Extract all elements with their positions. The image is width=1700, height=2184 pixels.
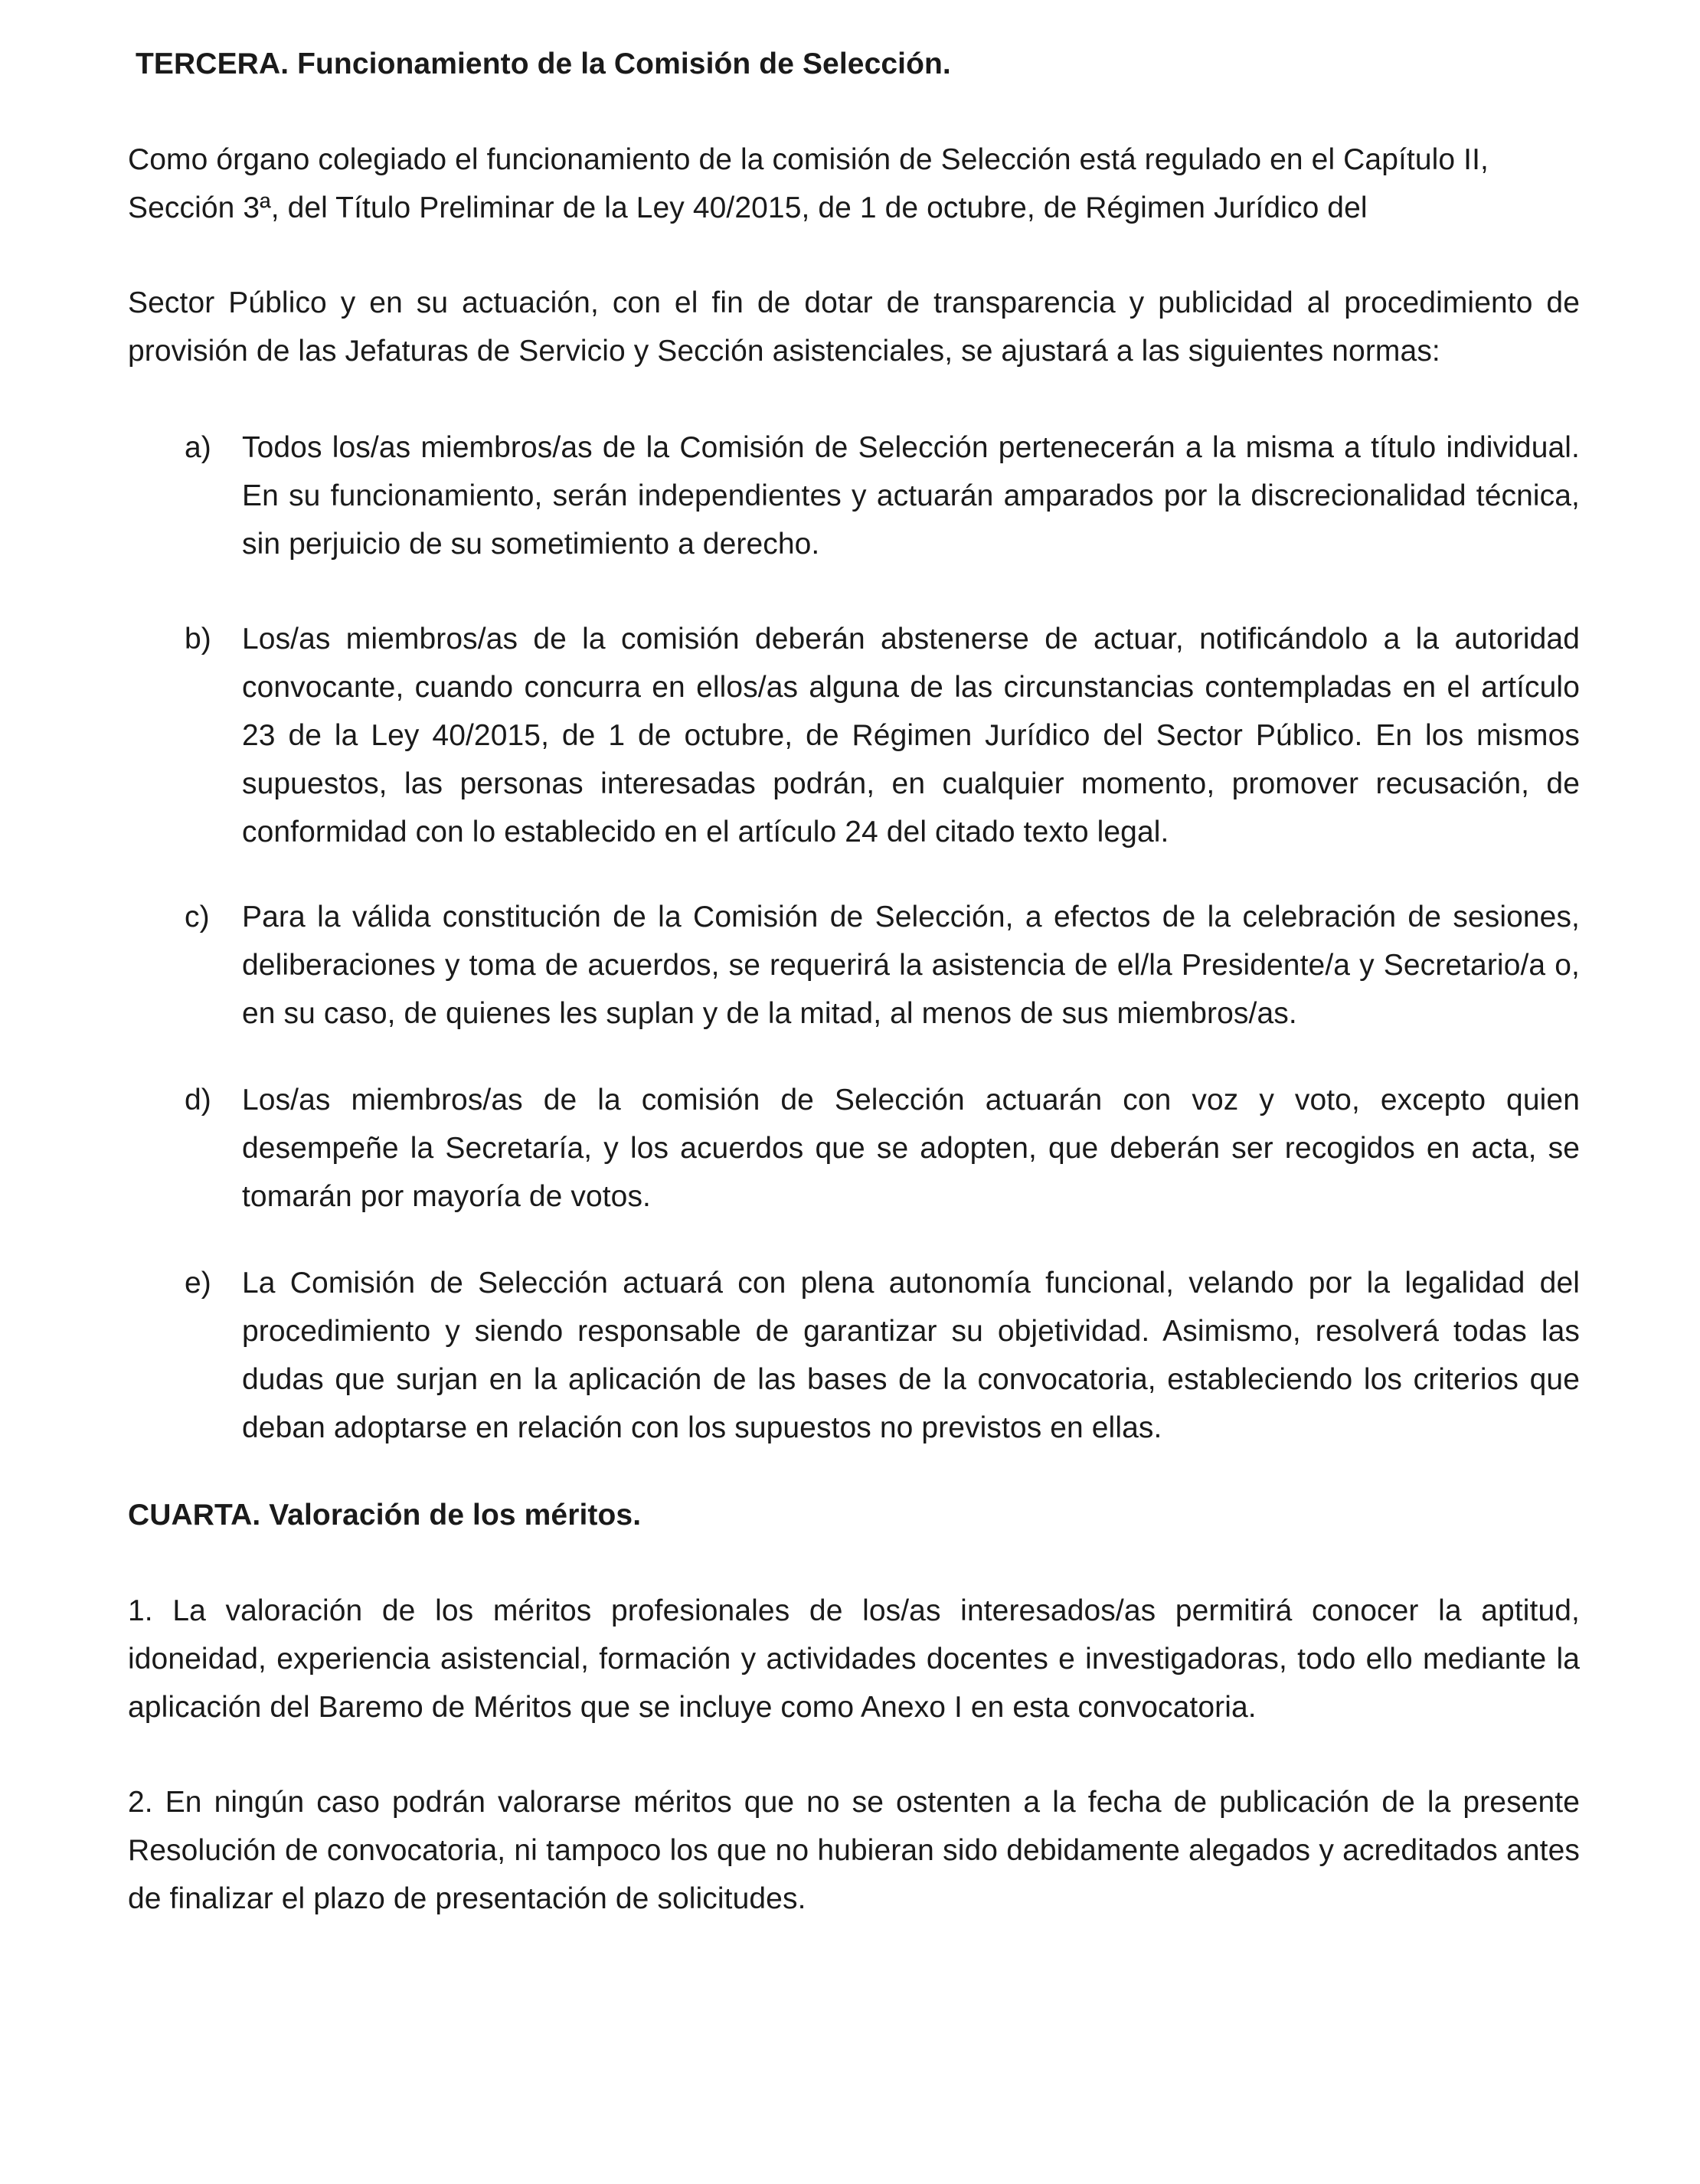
list-marker: a) bbox=[185, 431, 211, 464]
list-marker: c) bbox=[185, 901, 210, 933]
list-item-text: Los/as miembros/as de la comisión deberán abstenerse de actuar, notificándolo a la autoridad convocante, cuando concurra en ellos/as alguna de las circunstancias contempladas en el artículo 23 de la Ley 40/2015, de 1 de octubre, de Régimen Jurídico del Sector Público. En los mismos supuestos, las personas interesadas podrán, en cualquier momento, promover recusación, de conformidad con lo establecido en el artículo 24 del citado texto legal. bbox=[242, 623, 1580, 848]
tercera-intro-line-1: Como órgano colegiado el funcionamiento de la comisión de Selección está regulado en el Capítulo II, bbox=[128, 143, 1489, 176]
cuarta-paragraph-2: 2. En ningún caso podrán valorarse méritos que no se ostenten a la fecha de publicación de la presente Resolución de convocatoria, ni tampoco los que no hubieran sido debidamente alegados y acreditados antes de finalizar el plazo de presentación de solicitudes. bbox=[128, 1786, 1580, 1915]
list-marker: d) bbox=[185, 1084, 211, 1117]
tercera-intro-line-2: Sección 3ª, del Título Preliminar de la Ley 40/2015, de 1 de octubre, de Régimen Jurídico del bbox=[128, 191, 1368, 224]
list-marker: b) bbox=[185, 623, 211, 656]
cuarta-paragraph-1: 1. La valoración de los méritos profesionales de los/as interesados/as permitirá conocer la aptitud, idoneidad, experiencia asistencial, formación y actividades docentes e investigadoras, todo ello mediante la aplicación del Baremo de Méritos que se incluye como Anexo I en esta convocatoria. bbox=[128, 1594, 1580, 1724]
list-item-text: Los/as miembros/as de la comisión de Selección actuarán con voz y voto, excepto quien desempeñe la Secretaría, y los acuerdos que se adopten, que deberán ser recogidos en acta, se tomarán por mayoría de votos. bbox=[242, 1084, 1580, 1213]
section-heading-cuarta: CUARTA. Valoración de los méritos. bbox=[128, 1499, 642, 1532]
section-heading-tercera: TERCERA. Funcionamiento de la Comisión de Selección. bbox=[136, 47, 951, 80]
list-marker: e) bbox=[185, 1267, 211, 1300]
list-item-text: Todos los/as miembros/as de la Comisión de Selección pertenecerán a la misma a título individual. En su funcionamiento, serán independientes y actuarán amparados por la discrecionalidad técnica, sin perjuicio de su sometimiento a derecho. bbox=[242, 431, 1580, 561]
list-item-text: Para la válida constitución de la Comisión de Selección, a efectos de la celebración de sesiones, deliberaciones y toma de acuerdos, se requerirá la asistencia de el/la Presidente/a y Secretario/a o, en su caso, de quienes les suplan y de la mitad, al menos de sus miembros/as. bbox=[242, 901, 1580, 1030]
list-item-text: La Comisión de Selección actuará con plena autonomía funcional, velando por la legalidad del procedimiento y siendo responsable de garantizar su objetividad. Asimismo, resolverá todas las dudas que surjan en la aplicación de las bases de la convocatoria, estableciendo los criterios que deban adoptarse en relación con los supuestos no previstos en ellas. bbox=[242, 1267, 1580, 1444]
tercera-intro-continuation: Sector Público y en su actuación, con el fin de dotar de transparencia y publicidad al procedimiento de provisión de las Jefaturas de Servicio y Sección asistenciales, se ajustará a las siguientes normas: bbox=[128, 286, 1580, 368]
